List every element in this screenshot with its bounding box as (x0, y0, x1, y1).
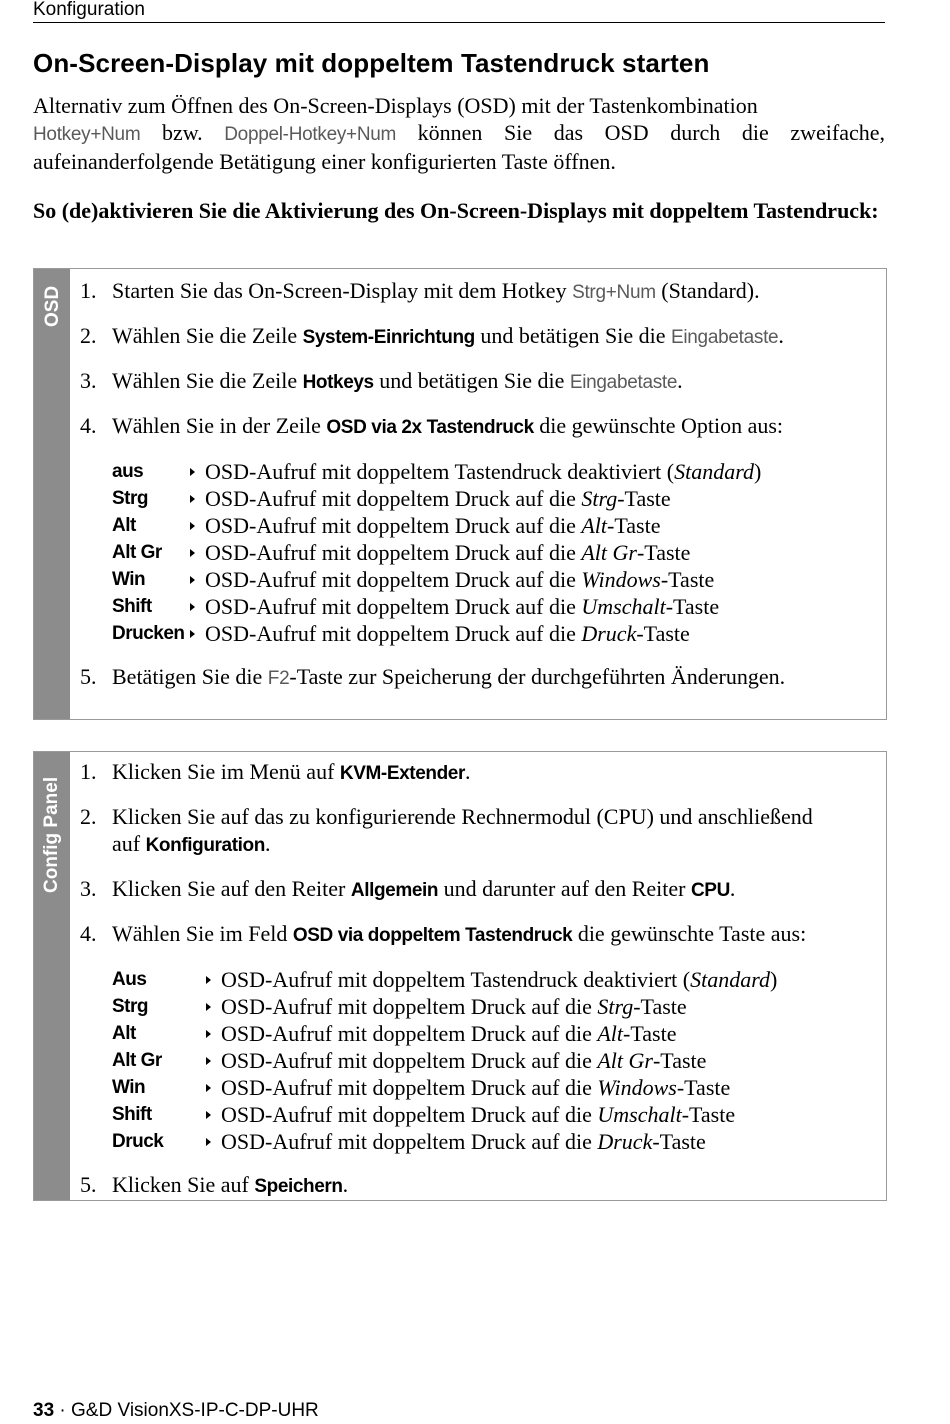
step-number: 5. (80, 1172, 97, 1197)
bullet-arrow-icon (206, 1084, 211, 1092)
bullet-arrow-icon (206, 1057, 211, 1065)
bullet-arrow-icon (190, 603, 195, 611)
step-text: die gewünschte Taste aus: (572, 921, 807, 946)
option-description: OSD-Aufruf mit doppeltem Druck auf die Alt Gr-Taste (205, 540, 691, 565)
step-text: Klicken Sie im Menü auf (112, 759, 340, 784)
option-key: Strg (112, 488, 148, 509)
option-key: Win (112, 569, 146, 590)
option-row (112, 620, 886, 647)
option-key: Aus (112, 969, 147, 990)
menu-hotkeys: Hotkeys (302, 372, 374, 393)
option-row (112, 966, 886, 993)
option-row (112, 993, 886, 1020)
config-panel-procedure-box (33, 751, 887, 1201)
osd-step-2 (70, 322, 886, 351)
bullet-arrow-icon (190, 522, 195, 530)
bullet-arrow-icon (206, 976, 211, 984)
step-text: . (677, 368, 683, 393)
bullet-arrow-icon (190, 549, 195, 557)
bullet-arrow-icon (190, 630, 195, 638)
osd-procedure-box (33, 268, 887, 720)
step-text: (Standard). (655, 278, 760, 303)
osd-option-list (112, 458, 886, 647)
step-text: Klicken Sie auf das zu konfigurierende Rechnermodul (CPU) und anschließend auf (112, 804, 813, 856)
option-description: OSD-Aufruf mit doppeltem Druck auf die Alt-Taste (221, 1021, 677, 1046)
step-text: Wählen Sie die Zeile (112, 323, 303, 348)
config-option-list (112, 966, 886, 1155)
procedure-heading: So (de)aktivieren Sie die Aktivierung des On-Screen-Displays mit doppeltem Tastendruck: (33, 198, 879, 223)
option-key: Alt Gr (112, 1050, 162, 1071)
osd-step-1 (70, 277, 886, 306)
option-row (112, 1020, 886, 1047)
option-description: OSD-Aufruf mit doppeltem Druck auf die Windows-Taste (205, 567, 715, 592)
option-description: OSD-Aufruf mit doppeltem Druck auf die Alt Gr-Taste (221, 1048, 707, 1073)
page-title: On-Screen-Display mit doppeltem Tastendruck starten (33, 48, 710, 78)
step-text: und betätigen Sie die (474, 323, 671, 348)
option-key: Druck (112, 1131, 164, 1152)
bullet-arrow-icon (206, 1003, 211, 1011)
page-number: 33 (33, 1400, 55, 1421)
bullet-arrow-icon (190, 468, 195, 476)
step-text: . (729, 876, 736, 901)
option-description: OSD-Aufruf mit doppeltem Druck auf die Umschalt-Taste (205, 594, 720, 619)
menu-osd-via-2x-tastendruck: OSD via 2x Tastendruck (326, 417, 534, 438)
option-key: Alt (112, 515, 136, 536)
step-text: und darunter auf den Reiter (438, 876, 691, 901)
bullet-arrow-icon (190, 495, 195, 503)
intro-text-1: Alternativ zum Öffnen des On-Screen-Displays (OSD) mit der Tastenkombination (33, 93, 758, 118)
osd-step-4 (70, 412, 886, 441)
step-number: 1. (80, 759, 97, 784)
osd-content (70, 269, 886, 692)
option-key: Alt Gr (112, 542, 162, 563)
step-text: Klicken Sie auf (112, 1172, 255, 1197)
option-row (112, 1047, 886, 1074)
menu-kvm-extender: KVM-Extender (339, 763, 465, 784)
config-step-1 (70, 758, 886, 787)
option-row (112, 512, 886, 539)
option-key: Strg (112, 996, 148, 1017)
osd-step-3 (70, 367, 886, 396)
step-number: 3. (80, 368, 97, 393)
config-panel-tab-label: Config Panel (41, 776, 62, 893)
step-text: und betätigen Sie die (373, 368, 570, 393)
osd-tab-label: OSD (42, 285, 63, 327)
intro-paragraph (33, 92, 885, 175)
step-text: . (342, 1172, 349, 1197)
option-description: OSD-Aufruf mit doppeltem Druck auf die Druck-Taste (205, 621, 690, 646)
option-key: Win (112, 1077, 146, 1098)
intro-key-hotkey-num: Hotkey+Num (33, 124, 141, 145)
option-key: aus (112, 461, 144, 482)
footer-product-name: G&D VisionXS-IP-C-DP-UHR (71, 1400, 319, 1421)
step-text: . (464, 759, 471, 784)
osd-tab (34, 269, 70, 719)
key-eingabetaste: Eingabetaste (671, 327, 779, 348)
step-number: 4. (80, 413, 97, 438)
option-row (112, 485, 886, 512)
option-key: Shift (112, 1104, 152, 1125)
page-footer (33, 1400, 319, 1422)
option-description: OSD-Aufruf mit doppeltem Tastendruck deaktiviert (Standard) (221, 967, 778, 992)
option-description: OSD-Aufruf mit doppeltem Druck auf die Umschalt-Taste (221, 1102, 736, 1127)
option-row (112, 593, 886, 620)
step-number: 2. (80, 804, 97, 829)
option-key: Drucken (112, 623, 185, 644)
step-number: 4. (80, 921, 97, 946)
tab-cpu: CPU (690, 880, 730, 901)
footer-separator: · (54, 1400, 72, 1421)
option-description: OSD-Aufruf mit doppeltem Druck auf die Alt-Taste (205, 513, 661, 538)
step-text: . (778, 323, 784, 348)
field-osd-via-doppeltem-tastendruck: OSD via doppeltem Tastendruck (292, 925, 573, 946)
step-text: die gewünschte Option aus: (533, 413, 784, 438)
tab-allgemein: Allgemein (350, 880, 439, 901)
bullet-arrow-icon (206, 1138, 211, 1146)
menu-system-einrichtung: System-Einrichtung (302, 327, 475, 348)
step-number: 1. (80, 278, 97, 303)
option-row (112, 1101, 886, 1128)
config-step-2 (70, 803, 886, 859)
step-text: Starten Sie das On-Screen-Display mit dem Hotkey (112, 278, 573, 303)
step-text: Wählen Sie in der Zeile (112, 413, 327, 438)
bullet-arrow-icon (206, 1030, 211, 1038)
option-description: OSD-Aufruf mit doppeltem Druck auf die Strg-Taste (205, 486, 671, 511)
option-row (112, 566, 886, 593)
button-speichern: Speichern (254, 1176, 343, 1197)
key-strg-num: Strg+Num (572, 282, 656, 303)
option-row (112, 458, 886, 485)
step-number: 5. (80, 664, 97, 689)
config-panel-content (70, 752, 886, 1200)
bullet-arrow-icon (206, 1111, 211, 1119)
step-text: . (264, 831, 271, 856)
key-f2: F2 (267, 668, 290, 689)
option-description: OSD-Aufruf mit doppeltem Tastendruck deaktiviert (Standard) (205, 459, 762, 484)
option-key: Shift (112, 596, 152, 617)
header-section-title: Konfiguration (33, 0, 145, 20)
option-row (112, 1128, 886, 1155)
option-description: OSD-Aufruf mit doppeltem Druck auf die Strg-Taste (221, 994, 687, 1019)
config-step-4 (70, 920, 886, 949)
config-step-3 (70, 875, 886, 904)
step-text: Betätigen Sie die (112, 664, 268, 689)
config-panel-tab (34, 752, 70, 1200)
option-row (112, 539, 886, 566)
option-key: Alt (112, 1023, 136, 1044)
step-number: 2. (80, 323, 97, 348)
option-row (112, 1074, 886, 1101)
menu-konfiguration: Konfiguration (145, 835, 265, 856)
intro-key-doppel-hotkey-num: Doppel-Hotkey+Num (224, 124, 397, 145)
step-text: -Taste zur Speicherung der durchgeführten Änderungen. (289, 664, 786, 689)
step-text: Klicken Sie auf den Reiter (112, 876, 351, 901)
running-header (33, 0, 885, 23)
step-text: Wählen Sie im Feld (112, 921, 293, 946)
intro-text-3: können Sie das OSD durch die zweifache, aufeinanderfolgende Betätigung einer konfigurierten Taste öffnen. (33, 120, 885, 174)
step-text: Wählen Sie die Zeile (112, 368, 303, 393)
osd-step-5 (70, 663, 886, 692)
option-description: OSD-Aufruf mit doppeltem Druck auf die Druck-Taste (221, 1129, 706, 1154)
intro-text-2: bzw. (140, 120, 225, 145)
option-description: OSD-Aufruf mit doppeltem Druck auf die Windows-Taste (221, 1075, 731, 1100)
step-number: 3. (80, 876, 97, 901)
bullet-arrow-icon (190, 576, 195, 584)
key-eingabetaste: Eingabetaste (569, 372, 678, 393)
config-step-5 (70, 1171, 886, 1200)
